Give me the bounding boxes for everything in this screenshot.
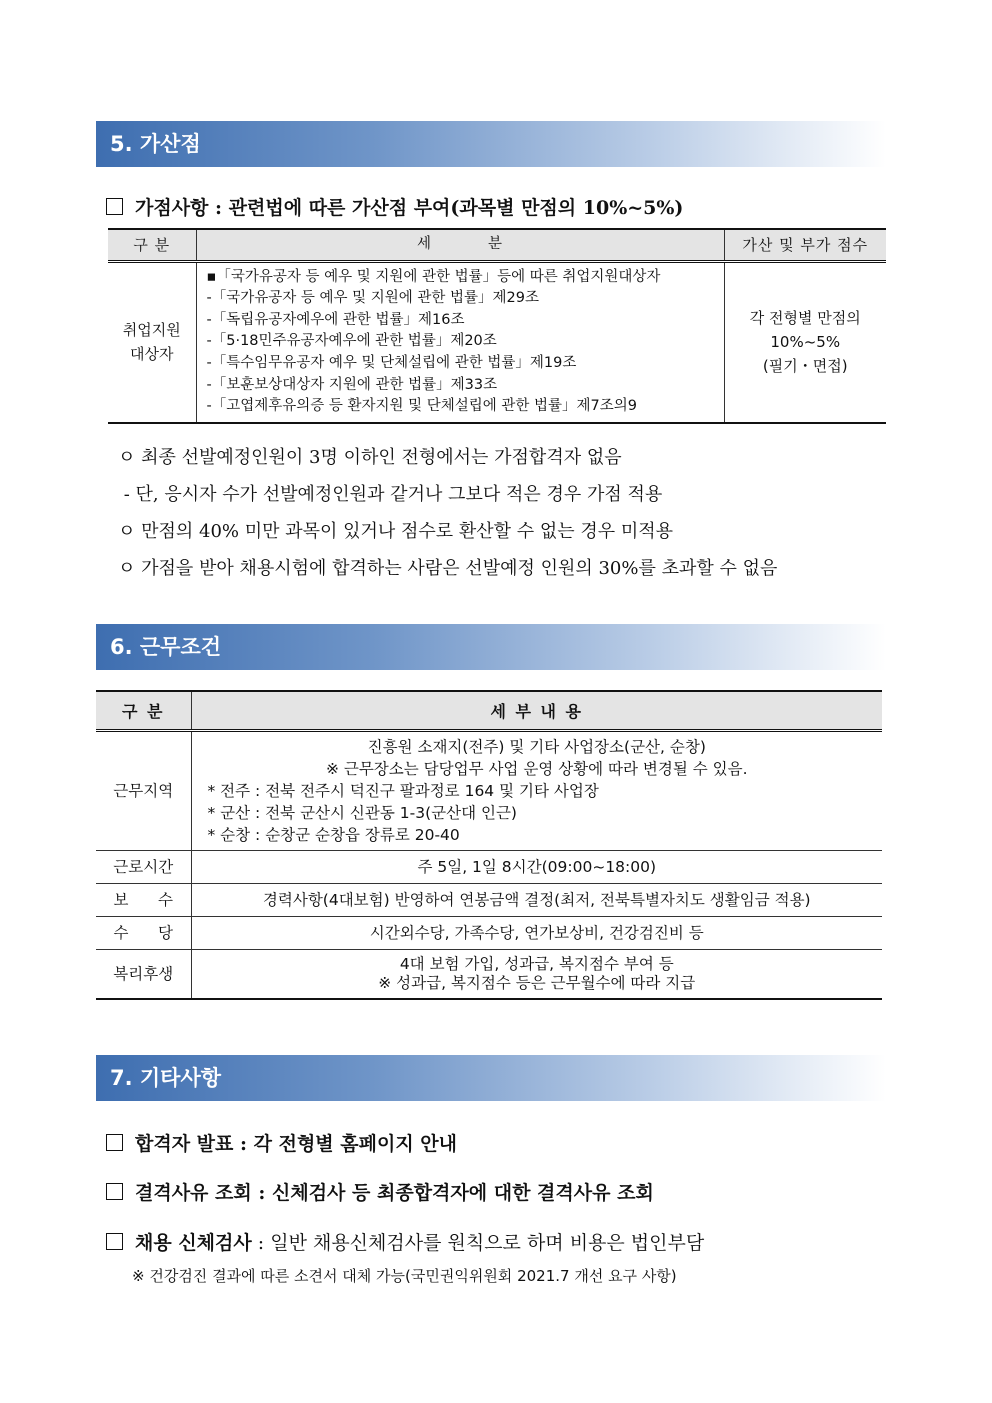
row-key: 복리후생 — [96, 949, 191, 999]
welfare-line: 4대 보험 가입, 성과급, 복지점수 부여 등 — [399, 954, 674, 973]
row-value: 주 5일, 1일 8시간(09:00~18:00) — [191, 850, 882, 883]
section-6-header: 6. 근무조건 — [96, 624, 886, 670]
other-item-text: : 각 전형별 홈페이지 안내 — [233, 1133, 458, 1155]
location-line: * 군산 : 전북 군산시 신관동 1-3(군산대 인근) — [207, 803, 517, 822]
checkbox-square-icon — [106, 1233, 123, 1250]
score-line: (필기・면접) — [762, 357, 848, 376]
work-location-cell — [191, 730, 882, 850]
work-conditions-table — [96, 690, 882, 1000]
section-5-header: 5. 가산점 — [96, 121, 886, 167]
section-7-header: 7. 기타사항 — [96, 1055, 886, 1101]
law-line: -「독립유공자예우에 관한 법률」제16조 — [206, 311, 465, 328]
bonus-law-list — [196, 261, 724, 423]
bonus-col-detail: 세 분 — [196, 229, 724, 261]
law-line: -「5·18민주유공자예우에 관한 법률」제20조 — [206, 333, 497, 350]
other-item-label: 채용 신체검사 — [135, 1232, 252, 1254]
bonus-note: ㅇ 만점의 40% 미만 과목이 있거나 점수로 환산할 수 없는 경우 미적용 — [118, 521, 674, 542]
location-line: 진흥원 소재지(전주) 및 기타 사업장소(군산, 순창) — [367, 737, 706, 756]
row-value: 시간외수당, 가족수당, 연가보상비, 건강검진비 등 — [191, 916, 882, 949]
score-line: 10%~5% — [770, 333, 841, 352]
welfare-line: ※ 성과급, 복지점수 등은 근무월수에 따라 지급 — [378, 973, 696, 992]
other-item — [106, 1228, 704, 1255]
bonus-note: - 단, 응시자 수가 선발예정인원과 같거나 그보다 적은 경우 가점 적용 — [118, 484, 663, 505]
checkbox-square-icon — [106, 1183, 123, 1200]
conditions-col-detail: 세 부 내 용 — [191, 691, 882, 730]
bonus-item-label: 가점사항 — [135, 197, 209, 219]
law-line: -「보훈보상대상자 지원에 관한 법률」제33조 — [206, 376, 498, 393]
row-key: 근로시간 — [96, 850, 191, 883]
bonus-score-cell — [724, 261, 886, 423]
law-line: -「고엽제후유의증 등 환자지원 및 단체설립에 관한 법률」제7조의9 — [206, 398, 638, 415]
other-item — [106, 1129, 457, 1156]
location-line: ※ 근무장소는 담당업무 사업 운영 상황에 따라 변경될 수 있음. — [325, 759, 748, 778]
other-item-text: : 일반 채용신체검사를 원칙으로 하며 비용은 법인부담 — [251, 1232, 705, 1254]
bonus-table — [108, 228, 886, 424]
health-check-note: ※ 건강검진 결과에 따른 소견서 대체 가능(국민권익위원회 2021.7 개선 요구 사항) — [132, 1267, 677, 1285]
law-line: -「특수임무유공자 예우 및 단체설립에 관한 법률」제19조 — [206, 354, 577, 371]
table-row — [96, 949, 882, 999]
table-row — [96, 883, 882, 916]
row-key: 보 수 — [96, 883, 191, 916]
bonus-row-label — [108, 261, 196, 423]
bonus-item-text: : 관련법에 따른 가산점 부여(과목별 만점의 10%~5%) — [208, 197, 684, 219]
table-row — [96, 916, 882, 949]
bonus-row-label-line: 대상자 — [130, 345, 174, 364]
law-line: ▪「국가유공자 등 예우 및 지원에 관한 법률」등에 따른 취업지원대상자 — [206, 268, 661, 285]
row-key: 수 당 — [96, 916, 191, 949]
location-line: * 전주 : 전북 전주시 덕진구 팔과정로 164 및 기타 사업장 — [207, 781, 599, 800]
conditions-col-category: 구 분 — [96, 691, 191, 730]
checkbox-square-icon — [106, 198, 123, 215]
checkbox-square-icon — [106, 1134, 123, 1151]
bonus-note: ㅇ 가점을 받아 채용시험에 합격하는 사람은 선발예정 인원의 30%를 초과할 수 없음 — [118, 558, 778, 579]
bonus-col-score: 가산 및 부가 점수 — [724, 229, 886, 261]
other-item — [106, 1178, 654, 1205]
table-row — [96, 850, 882, 883]
other-item-label: 결격사유 조회 — [135, 1182, 252, 1204]
row-key: 근무지역 — [96, 730, 191, 850]
row-value: 경력사항(4대보험) 반영하여 연봉금액 결정(최저, 전북특별자치도 생활임금 적용) — [191, 883, 882, 916]
bonus-row-label-line: 취업지원 — [122, 321, 181, 340]
bonus-col-category: 구 분 — [108, 229, 196, 261]
table-row — [108, 261, 886, 423]
bonus-item-heading — [106, 193, 683, 220]
law-line: -「국가유공자 등 예우 및 지원에 관한 법률」제29조 — [206, 290, 539, 307]
welfare-cell — [191, 949, 882, 999]
bonus-note: ㅇ 최종 선발예정인원이 3명 이하인 전형에서는 가점합격자 없음 — [118, 447, 622, 468]
table-row — [96, 730, 882, 850]
score-line: 각 전형별 만점의 — [749, 309, 861, 328]
other-item-text: : 신체검사 등 최종합격자에 대한 결격사유 조회 — [251, 1182, 654, 1204]
other-item-label: 합격자 발표 — [135, 1133, 234, 1155]
location-line: * 순창 : 순창군 순창읍 장류로 20-40 — [207, 825, 460, 844]
